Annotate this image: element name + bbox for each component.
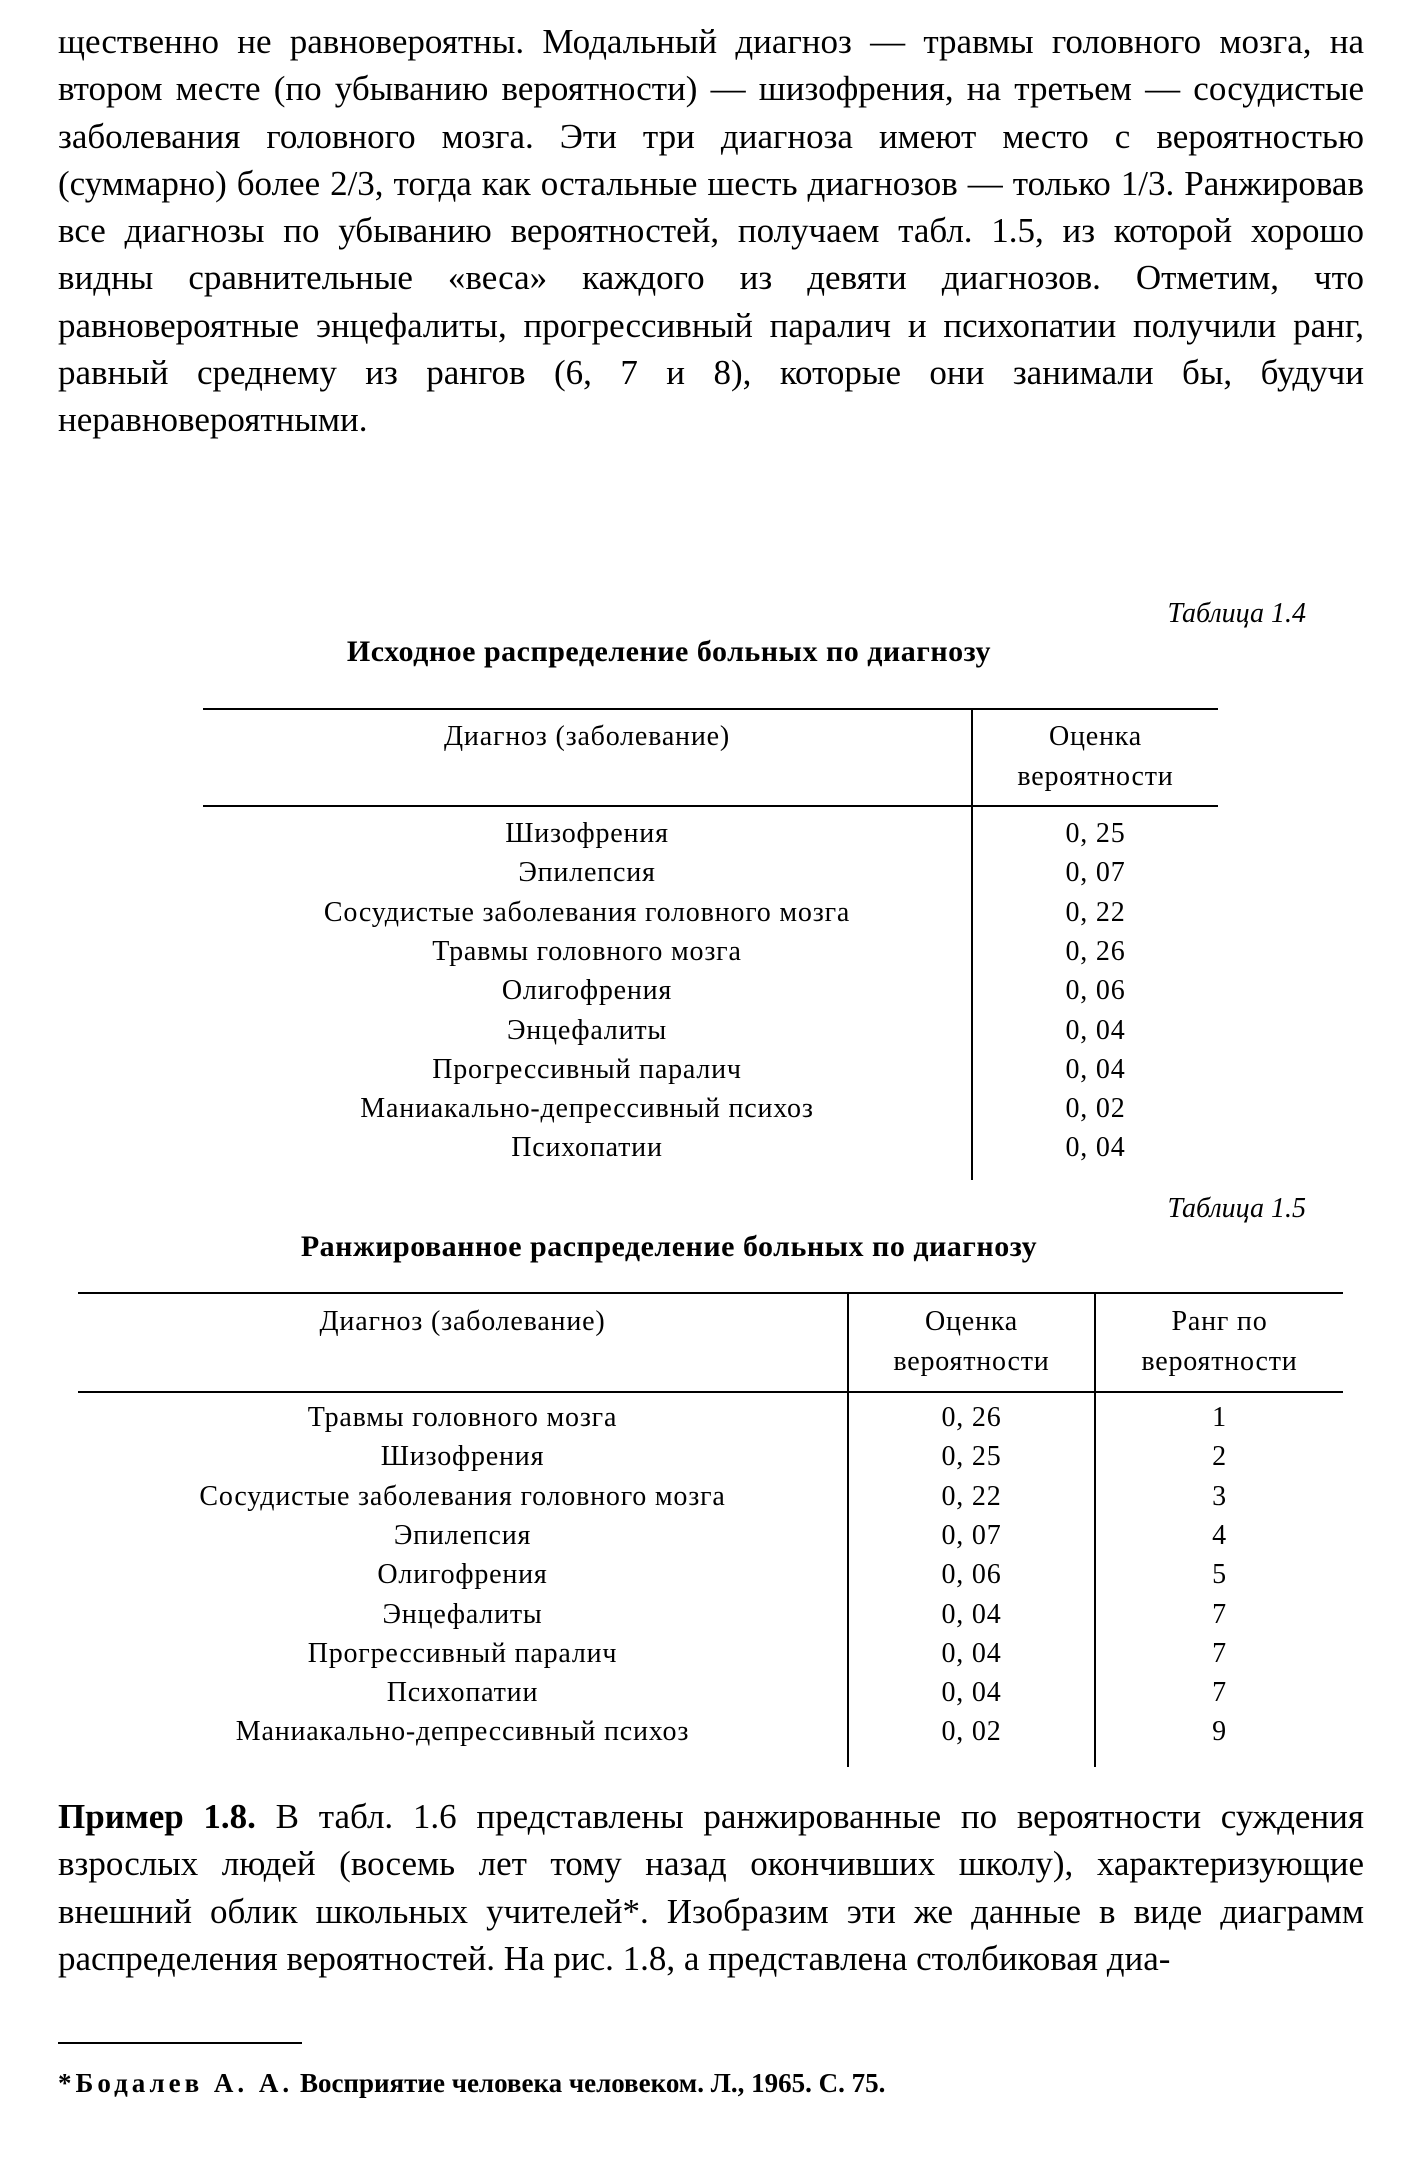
table-cell-probability: 0, 07 [941, 1519, 1002, 1551]
table-cell-probability: 0, 06 [1065, 975, 1126, 1007]
example-text: В табл. 1.6 представлены ранжированные по вероятности суждения взрослых людей (восемь лет тому назад окончивших школу), характеризующие внешний облик школьных учителей*. Изобразим эти же данные в виде диаграмм распределения вероятностей. На рис. 1.8, а представлена столбиковая диа- [58, 1797, 1364, 1978]
table-cell-probability: 0, 07 [1065, 857, 1126, 889]
table-1-4-header-prob-line2: вероятности [1017, 761, 1174, 792]
footnote-rule [58, 2042, 302, 2044]
table-cell-diagnosis: Травмы головного мозга [307, 1402, 618, 1433]
table-cell-probability: 0, 26 [1065, 935, 1126, 967]
table-cell-diagnosis: Психопатии [386, 1677, 539, 1709]
table-cell-diagnosis: Эпилепсия [518, 857, 656, 889]
table-cell-rank: 7 [1212, 1637, 1227, 1669]
table-1-5-caption: Таблица 1.5 [1167, 1193, 1306, 1224]
table-cell-diagnosis: Шизофрения [380, 1441, 545, 1473]
table-cell-probability: 0, 06 [941, 1559, 1002, 1591]
example-label: Пример 1.8. [58, 1797, 256, 1836]
table-1-5-header-prob-line1: Оценка [924, 1306, 1019, 1337]
table-cell-rank: 7 [1212, 1677, 1227, 1709]
table-1-4-caption: Таблица 1.4 [1167, 598, 1306, 629]
table-cell-diagnosis: Травмы головного мозга [432, 935, 742, 967]
table-cell-diagnosis: Маниакально-депрессивный психоз [360, 1093, 814, 1125]
table-cell-diagnosis: Сосудистые заболевания головного мозга [323, 896, 851, 928]
table-cell-probability: 0, 02 [941, 1716, 1002, 1748]
table-1-5-header-rank-line2: вероятности [1141, 1346, 1298, 1377]
table-cell-rank: 2 [1212, 1441, 1227, 1473]
table-cell-diagnosis: Олигофрения [501, 975, 673, 1007]
body-paragraph-1: щественно не равновероятны. Модальный диагноз — травмы головного мозга, на втором месте (по убыванию вероятности) — шизофрения, на третьем — сосудистые заболевания головного мозга. Эти три диагноза имеют место с вероятностью (суммарно) более 2/3, тогда как остальные шесть диагнозов — только 1/3. Ранжировав все диагнозы по убыванию вероятностей, получаем табл. 1.5, из которой хорошо видны сравнительные «веса» каждого из девяти диагнозов. Отметим, что равновероятные энцефалиты, прогрессивный паралич и психопатии получили ранг, равный среднему из рангов (6, 7 и 8), которые они занимали бы, будучи неравновероятными. [58, 22, 1364, 440]
footnote-text: Восприятие человека человеком. Л., 1965. С. 75. [293, 2068, 886, 2098]
table-cell-probability: 0, 04 [941, 1598, 1002, 1630]
table-rule [203, 805, 1218, 807]
table-cell-rank: 5 [1212, 1559, 1227, 1591]
table-cell-rank: 7 [1212, 1598, 1227, 1630]
table-1-4-header-diagnosis: Диагноз (заболевание) [444, 721, 730, 752]
table-cell-diagnosis: Олигофрения [377, 1559, 548, 1591]
table-rule [78, 1391, 1343, 1393]
table-1-5-header-rank-line1: Ранг по [1171, 1306, 1268, 1337]
table-1-5-header-prob-line2: вероятности [893, 1346, 1050, 1377]
table-cell-diagnosis: Психопатии [511, 1132, 663, 1164]
table-cell-diagnosis: Прогрессивный паралич [307, 1637, 618, 1669]
table-cell-probability: 0, 02 [1065, 1093, 1126, 1125]
table-cell-probability: 0, 22 [1065, 896, 1126, 928]
table-cell-rank: 9 [1212, 1716, 1227, 1748]
table-1-5-title: Ранжированное распределение больных по диагнозу [300, 1230, 1038, 1263]
table-cell-probability: 0, 25 [941, 1441, 1002, 1473]
table-cell-diagnosis: Шизофрения [505, 818, 669, 849]
table-cell-diagnosis: Сосудистые заболевания головного мозга [199, 1480, 726, 1512]
table-cell-diagnosis: Маниакально-депрессивный психоз [235, 1716, 690, 1748]
table-rule [78, 1292, 1343, 1294]
table-cell-diagnosis: Эпилепсия [393, 1519, 532, 1551]
table-cell-rank: 4 [1212, 1519, 1227, 1551]
body-paragraph-2 [58, 1793, 1364, 1982]
table-rule [203, 708, 1218, 710]
table-cell-probability: 0, 04 [1065, 1014, 1126, 1046]
table-1-4-title: Исходное распределение больных по диагнозу [346, 635, 992, 668]
table-1-4-header-prob-line1: Оценка [1048, 721, 1143, 752]
table-cell-probability: 0, 04 [1065, 1053, 1126, 1085]
table-cell-probability: 0, 04 [941, 1677, 1002, 1709]
table-cell-rank: 1 [1212, 1402, 1227, 1433]
table-cell-probability: 0, 04 [941, 1637, 1002, 1669]
table-cell-diagnosis: Энцефалиты [382, 1598, 543, 1630]
table-cell-probability: 0, 25 [1065, 818, 1126, 849]
table-cell-probability: 0, 04 [1065, 1132, 1126, 1164]
table-cell-diagnosis: Прогрессивный паралич [432, 1053, 742, 1085]
footnote [58, 2068, 885, 2099]
table-cell-probability: 0, 22 [941, 1480, 1002, 1512]
footnote-author: *Бодалев А. А. [58, 2068, 294, 2098]
table-1-5-header-diagnosis: Диагноз (заболевание) [319, 1306, 606, 1337]
table-cell-probability: 0, 26 [941, 1402, 1002, 1433]
table-cell-diagnosis: Энцефалиты [506, 1014, 668, 1046]
table-cell-rank: 3 [1212, 1480, 1227, 1512]
